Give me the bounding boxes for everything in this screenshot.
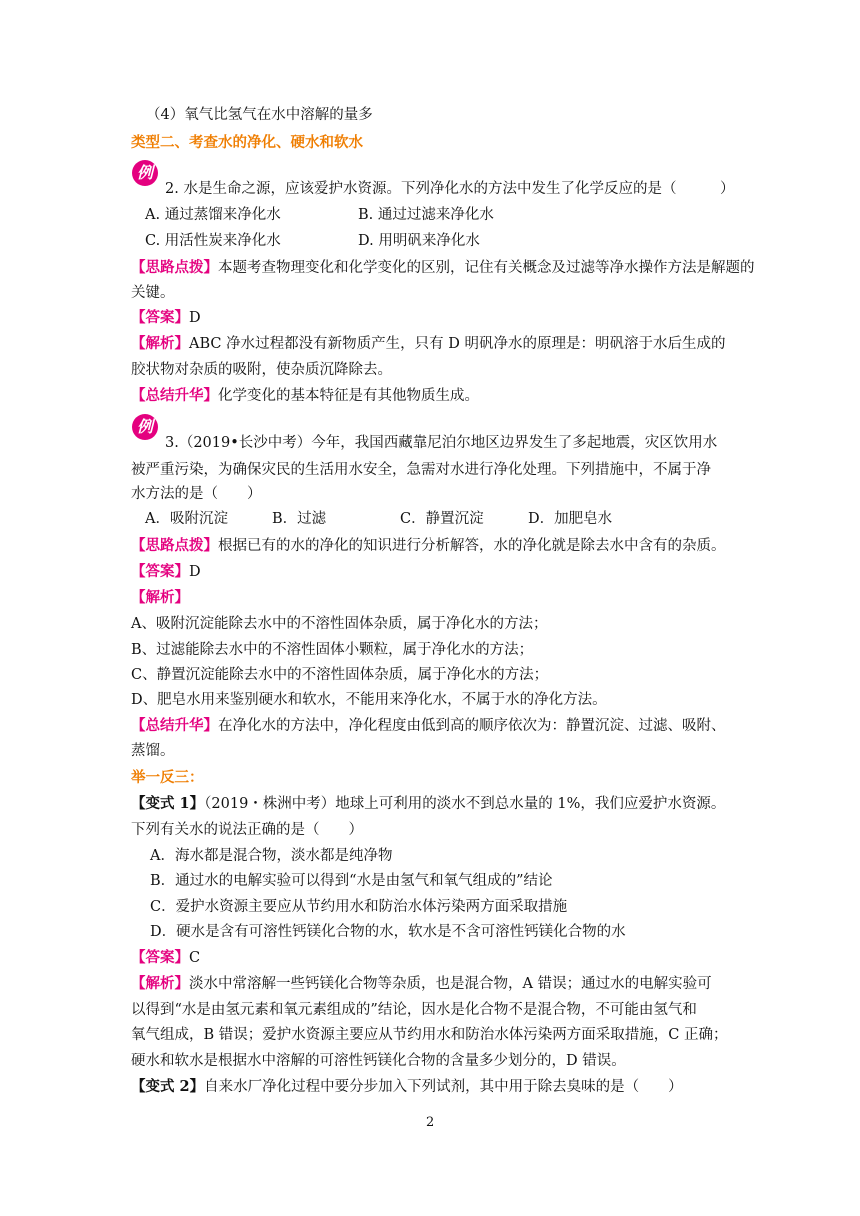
ex3-question-cont2: 水方法的是（ ）	[131, 486, 262, 502]
ex2-option-b: B. 通过过滤来净化水	[358, 207, 494, 223]
var1-tag: 【变式 1】	[131, 795, 205, 812]
ex3-question: 3.（2019•长沙中考）今年，我国西藏靠尼泊尔地区边界发生了多起地震，灾区饮用水	[165, 435, 718, 451]
hint-text: 本题考查物理变化和化学变化的区别，记住有关概念及过滤等净水操作方法是解题的	[218, 260, 755, 276]
ex3-option-c: C．静置沉淀	[400, 511, 484, 527]
analysis-text: ABC 净水过程都没有新物质产生，只有 D 明矾净水的原理是：明矾溶于水后生成的	[189, 336, 726, 352]
summary-text: 在净化水的方法中，净化程度由低到高的顺序依次为：静置沉淀、过滤、吸附、	[218, 718, 726, 734]
var1-analysis	[131, 974, 712, 994]
ex2-option-c: C. 用活性炭来净化水	[145, 233, 281, 249]
ex3-analysis-d: D、肥皂水用来鉴别硬水和软水，不能用来净化水，不属于水的净化方法。	[131, 692, 607, 708]
ex3-analysis-b: B、过滤能除去水中的不溶性固体小颗粒，属于净化水的方法；	[131, 642, 534, 658]
var1-analysis-4: 硬水和软水是根据水中溶解的可溶性钙镁化合物的含量多少划分的，D 错误。	[131, 1053, 626, 1069]
var1-option-c: C．爱护水资源主要应从节约用水和防治水体污染两方面采取措施	[150, 899, 568, 915]
ex3-answer	[131, 562, 201, 582]
analysis-text: 淡水中常溶解一些钙镁化合物等杂质，也是混合物，A 错误；通过水的电解实验可	[189, 976, 712, 992]
var1-question-cont: 下列有关水的说法正确的是（ ）	[131, 822, 363, 838]
var1-answer	[131, 948, 200, 968]
section-title: 类型二、考查水的净化、硬水和软水	[131, 134, 363, 151]
var1-analysis-3: 氧气组成，B 错误；爱护水资源主要应从节约用水和防治水体污染两方面采取措施，C 正确；	[131, 1027, 728, 1043]
ex2-summary	[131, 386, 479, 406]
ex3-analysis-a: A、吸附沉淀能除去水中的不溶性固体杂质，属于净化水的方法；	[131, 616, 548, 632]
var1-analysis-2: 以得到“水是由氢元素和氧元素组成的”结论，因水是化合物不是混合物，不可能由氢气和	[131, 1002, 697, 1018]
answer-value: D	[189, 564, 201, 580]
var1-question-text: （2019・株洲中考）地球上可利用的淡水不到总水量的 1%，我们应爱护水资源。	[204, 796, 726, 812]
summary-tag: 【总结升华】	[131, 387, 218, 404]
ex3-analysis-c: C、静置沉淀能除去水中的不溶性固体杂质，属于净化水的方法；	[131, 667, 549, 683]
ex2-option-a: A. 通过蒸馏来净化水	[145, 207, 281, 223]
ex2-option-d: D. 用明矾来净化水	[358, 233, 480, 249]
ex2-hint-cont: 关键。	[131, 285, 175, 301]
ex3-analysis-tag	[131, 588, 189, 608]
ex2-answer	[131, 308, 201, 328]
analysis-tag: 【解析】	[131, 975, 189, 992]
practice-title: 举一反三：	[131, 769, 204, 786]
page-number: 2	[426, 1115, 435, 1130]
answer-tag: 【答案】	[131, 949, 189, 966]
answer-tag: 【答案】	[131, 563, 189, 580]
ex3-summary-cont: 蒸馏。	[131, 743, 175, 759]
var1-option-a: A．海水都是混合物，淡水都是纯净物	[150, 848, 393, 864]
ex3-option-d: D．加肥皂水	[528, 511, 613, 527]
hint-tag: 【思路点拨】	[131, 259, 218, 276]
summary-text: 化学变化的基本特征是有其他物质生成。	[218, 388, 479, 404]
var1-question	[131, 794, 725, 814]
summary-tag: 【总结升华】	[131, 717, 218, 734]
var2-question-text: 自来水厂净化过程中要分步加入下列试剂，其中用于除去臭味的是（ ）	[204, 1079, 683, 1095]
var2-tag: 【变式 2】	[131, 1078, 205, 1095]
ex2-analysis	[131, 334, 725, 354]
var1-option-d: D．硬水是含有可溶性钙镁化合物的水，软水是不含可溶性钙镁化合物的水	[150, 924, 626, 940]
ex2-question: 2. 水是生命之源，应该爱护水资源。下列净化水的方法中发生了化学反应的是（ ）	[165, 181, 735, 197]
var2-question	[131, 1077, 683, 1097]
analysis-tag: 【解析】	[131, 335, 189, 352]
hint-tag: 【思路点拨】	[131, 537, 218, 554]
ex2-analysis-cont: 胶状物对杂质的吸附，使杂质沉降除去。	[131, 362, 392, 378]
answer-tag: 【答案】	[131, 309, 189, 326]
ex3-hint	[131, 536, 726, 556]
example-badge-icon: 例	[132, 414, 158, 440]
ex3-option-a: A．吸附沉淀	[145, 511, 228, 527]
answer-value: D	[189, 310, 201, 326]
ex3-question-cont: 被严重污染，为确保灾民的生活用水安全，急需对水进行净化处理。下列措施中，不属于净	[131, 462, 711, 478]
var1-option-b: B．通过水的电解实验可以得到“水是由氢气和氧气组成的”结论	[150, 873, 553, 889]
answer-value: C	[189, 950, 201, 966]
analysis-tag: 【解析】	[131, 589, 189, 606]
question-4-line: （4）氧气比氢气在水中溶解的量多	[146, 107, 373, 123]
example-badge-icon: 例	[132, 160, 158, 186]
hint-text: 根据已有的水的净化的知识进行分析解答，水的净化就是除去水中含有的杂质。	[218, 538, 726, 554]
ex3-option-b: B．过滤	[272, 511, 327, 527]
ex2-hint	[131, 258, 755, 278]
ex3-summary	[131, 716, 726, 736]
